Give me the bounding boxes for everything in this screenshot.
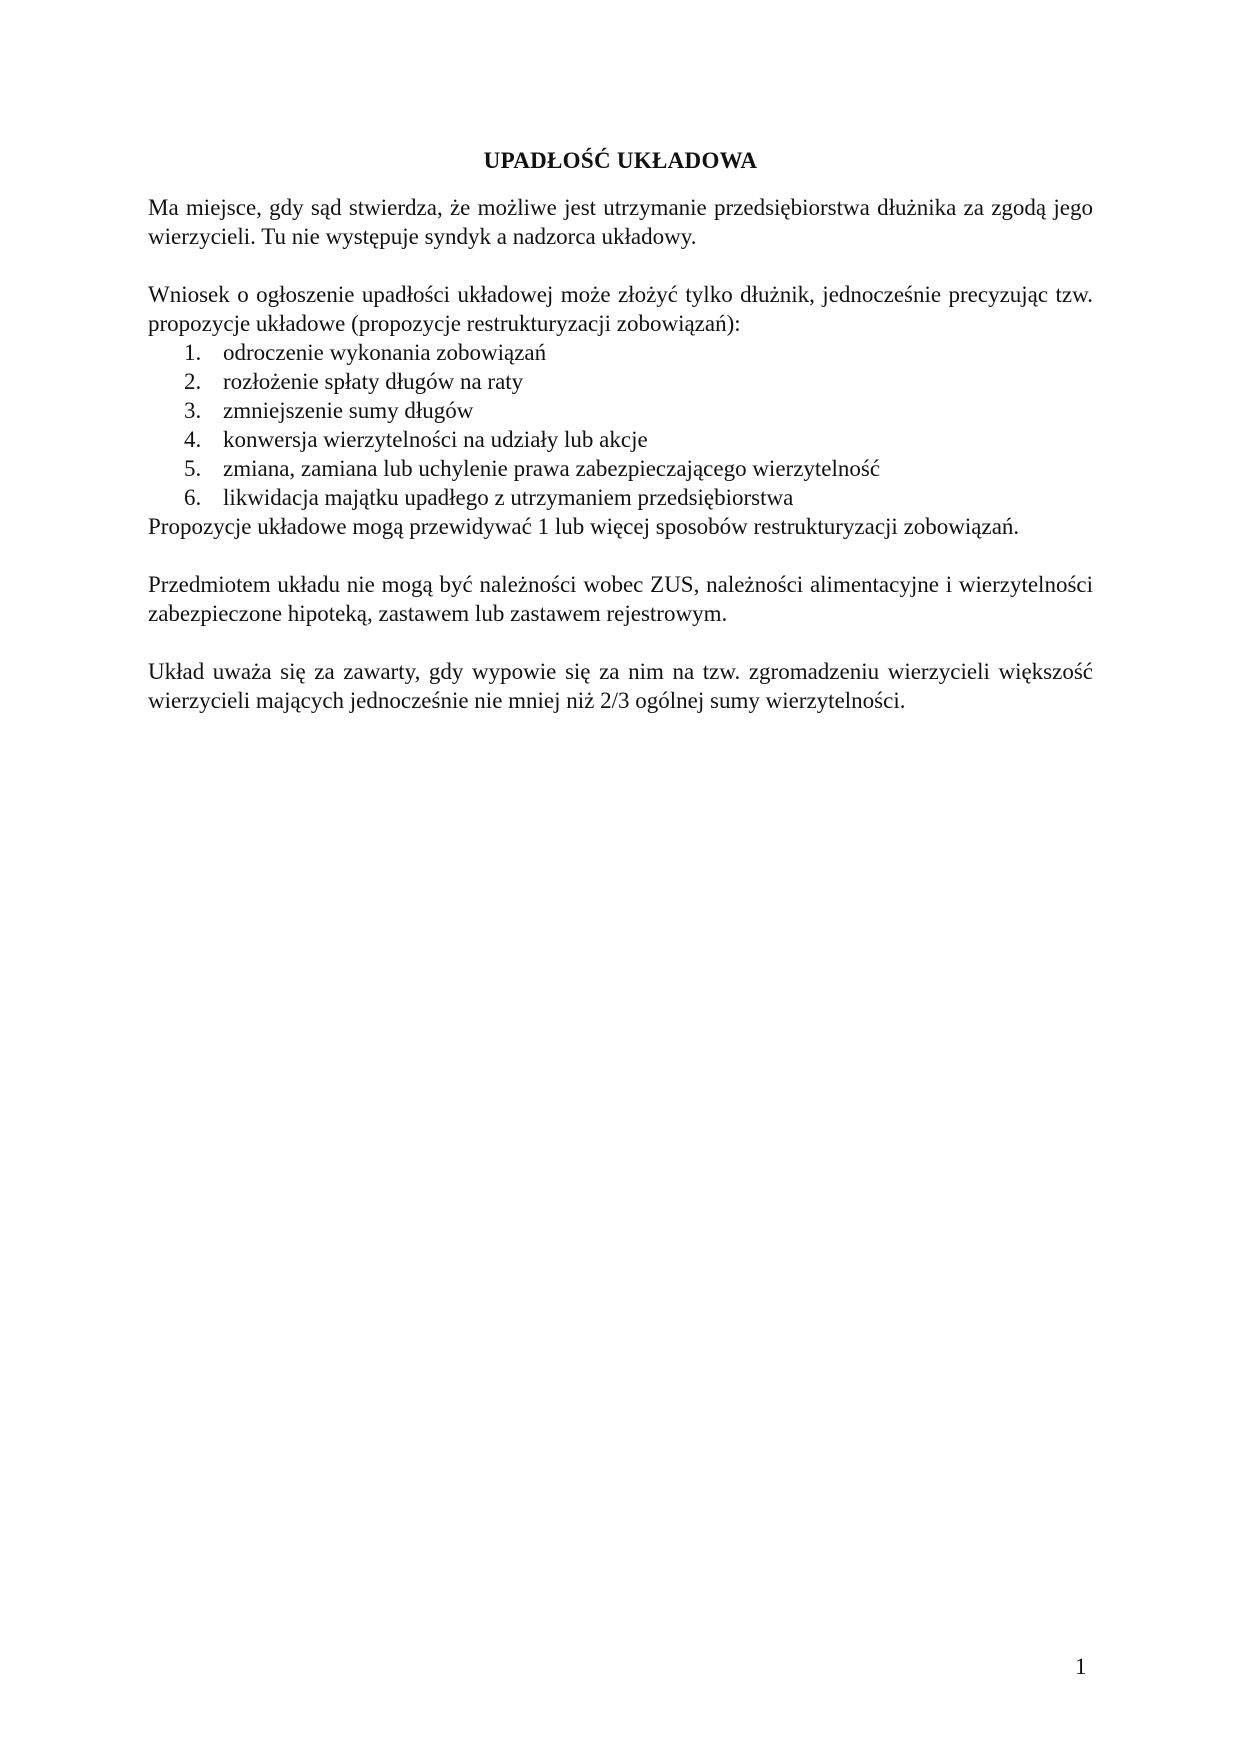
paragraph-application: Wniosek o ogłoszenie upadłości układowej może złożyć tylko dłużnik, jednocześnie precyzując tzw. propozycje układowe (propozycje restrukturyzacji zobowiązań): [148, 282, 1093, 336]
list-item-text: rozłożenie spłaty długów na raty [223, 369, 524, 394]
page-number: 1 [1075, 1654, 1087, 1679]
list-item-text: likwidacja majątku upadłego z utrzymaniem przedsiębiorstwa [223, 485, 794, 510]
list-item-text: zmiana, zamiana lub uchylenie prawa zabezpieczającego wierzytelność [223, 456, 881, 481]
list-item-text: zmniejszenie sumy długów [223, 398, 474, 423]
list-item-number: 6. [184, 485, 202, 510]
paragraph-spacer [148, 628, 1093, 657]
list-item [148, 338, 1093, 367]
list-item-text: konwersja wierzytelności na udziały lub akcje [223, 427, 648, 452]
paragraph-proposals-note: Propozycje układowe mogą przewidywać 1 lub więcej sposobów restrukturyzacji zobowiązań. [148, 514, 1020, 539]
paragraph-spacer [148, 541, 1093, 570]
document-content [148, 146, 1093, 715]
list-item [148, 483, 1093, 512]
list-item [148, 367, 1093, 396]
paragraph-spacer [148, 251, 1093, 280]
list-item-number: 2. [184, 369, 202, 394]
document-title: UPADŁOŚĆ UKŁADOWA [483, 148, 758, 173]
list-item-number: 3. [184, 398, 202, 423]
paragraph-definition: Ma miejsce, gdy sąd stwierdza, że możliwe jest utrzymanie przedsiębiorstwa dłużnika za zgodą jego wierzycieli. Tu nie występuje syndyk a nadzorca układowy. [148, 195, 1093, 249]
list-item-number: 1. [184, 340, 202, 365]
list-item [148, 454, 1093, 483]
paragraph-exclusions: Przedmiotem układu nie mogą być należności wobec ZUS, należności alimentacyjne i wierzytelności zabezpieczone hipoteką, zastawem lub zastawem rejestrowym. [148, 572, 1093, 626]
list-item [148, 425, 1093, 454]
list-item-text: odroczenie wykonania zobowiązań [223, 340, 547, 365]
list-item-number: 4. [184, 427, 202, 452]
paragraph-agreement: Układ uważa się za zawarty, gdy wypowie się za nim na tzw. zgromadzeniu wierzycieli większość wierzycieli mających jednocześnie nie mniej niż 2/3 ogólnej sumy wierzytelności. [148, 659, 1093, 713]
list-item [148, 396, 1093, 425]
list-item-number: 5. [184, 456, 202, 481]
proposal-list [148, 338, 1093, 512]
